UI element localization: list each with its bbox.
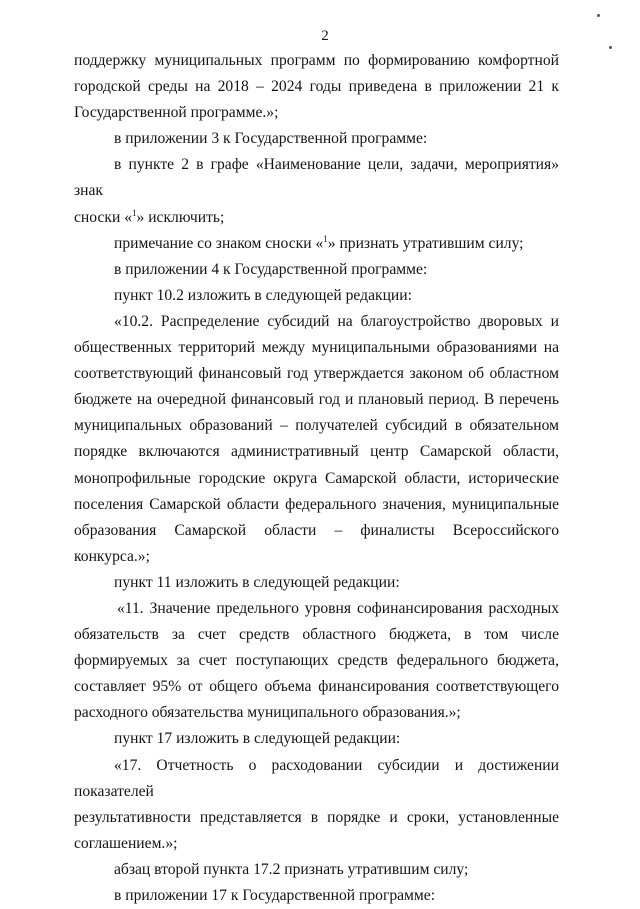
page-number: 2: [321, 28, 329, 44]
scan-speck: [609, 46, 612, 49]
paragraph-point-11: [74, 596, 559, 726]
text-line: результативности представляется в порядке и сроки, установленные: [74, 808, 559, 826]
paragraph-continuation: [74, 48, 559, 126]
text-line: соответствующий финансовый год утверждается законом об областном: [74, 365, 559, 383]
text-line: соглашением.»;: [74, 834, 178, 852]
text-line: в пункте 2 в графе «Наименование цели, задачи, мероприятия» знак: [74, 156, 559, 200]
paragraph-point-11-intro: пункт 11 изложить в следующей редакции:: [114, 573, 400, 591]
text-fragment: примечание со знаком сноски «: [114, 234, 324, 252]
text-line: составляет 95% от общего объема финансирования соответствующего: [74, 678, 559, 696]
text-fragment: сноски «: [74, 208, 132, 226]
paragraph-annex-4: в приложении 4 к Государственной программе:: [114, 260, 428, 278]
text-line: поселения Самарской области федерального значения, муниципальные: [74, 495, 559, 513]
text-line: бюджете на очередной финансовый год и плановый период. В перечень: [74, 391, 559, 409]
text-line: [74, 205, 559, 231]
paragraph-point-17-intro: пункт 17 изложить в следующей редакции:: [114, 730, 401, 748]
text-line: «11. Значение предельного уровня софинансирования расходных: [117, 599, 559, 617]
text-line: поддержку муниципальных программ по формированию комфортной: [74, 52, 559, 69]
scan-speck: [597, 14, 600, 17]
paragraph-annex-17: в приложении 17 к Государственной программе:: [114, 887, 436, 904]
text-line: образования Самарской области – финалисты Всероссийского конкурса.»;: [74, 521, 559, 565]
paragraph-point-10-2: [74, 309, 559, 570]
paragraph-point-17-2: абзац второй пункта 17.2 признать утратившим силу;: [114, 860, 469, 878]
paragraph-footnote-remove: [74, 152, 559, 230]
paragraph-annex-3: в приложении 3 к Государственной программе:: [114, 130, 428, 148]
text-line: «17. Отчетность о расходовании субсидии и достижении показателей: [74, 756, 559, 800]
text-line: формируемых за счет поступающих средств федерального бюджета,: [74, 652, 559, 670]
text-fragment: » исключить;: [136, 208, 225, 226]
text-line: расходного обязательства муниципального образования.»;: [74, 704, 461, 722]
paragraph-point-17: [74, 753, 559, 857]
paragraph-point-10-2-intro: пункт 10.2 изложить в следующей редакции:: [114, 286, 412, 304]
text-line: общественных территорий между муниципальными образованиями на: [74, 339, 559, 357]
text-line: обязательств за счет средств областного бюджета, в том числе: [74, 626, 559, 644]
text-fragment: » признать утратившим силу;: [327, 234, 524, 252]
text-line: Государственной программе.»;: [74, 104, 279, 122]
text-line: муниципальных образований – получателей субсидий в обязательном: [74, 417, 559, 435]
document-body: [74, 48, 559, 909]
text-line: городской среды на 2018 – 2024 годы приведена в приложении 21 к: [74, 78, 559, 96]
paragraph-footnote-note: [74, 231, 559, 257]
text-line: монопрофильные городские округа Самарской области, исторические: [74, 469, 559, 487]
footnote-superscript: 1: [132, 207, 137, 218]
text-line: «10.2. Распределение субсидий на благоустройство дворовых и: [114, 312, 559, 330]
footnote-superscript: 1: [323, 233, 328, 244]
text-line: порядке включаются административный центр Самарской области,: [74, 443, 559, 461]
